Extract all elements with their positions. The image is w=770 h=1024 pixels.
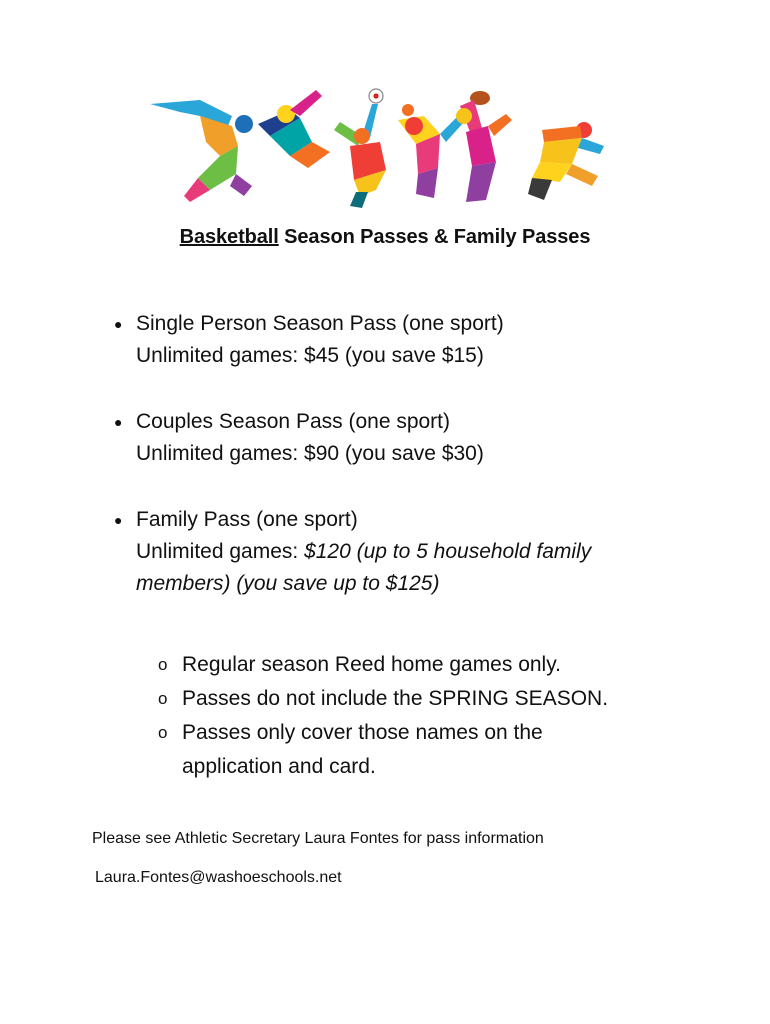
single-person-pass-item bbox=[112, 308, 672, 372]
sports-athletes-banner-icon bbox=[140, 86, 610, 212]
athlete-basketball-icon bbox=[334, 89, 386, 208]
family-pass-item bbox=[112, 504, 672, 600]
pass-price bbox=[136, 536, 672, 568]
couples-pass-item bbox=[112, 406, 672, 470]
pass-price: Unlimited games: $90 (you save $30) bbox=[136, 442, 484, 465]
circle-bullet-icon: o bbox=[158, 655, 168, 674]
note-item bbox=[158, 716, 628, 784]
circle-bullet-icon: o bbox=[158, 689, 168, 708]
circle-bullet-icon: o bbox=[158, 723, 168, 742]
athlete-running-icon bbox=[528, 122, 604, 200]
athlete-catching-icon bbox=[456, 91, 512, 202]
contact-email: Laura.Fontes@washoeschools.net bbox=[95, 869, 342, 886]
pass-price: Unlimited games: $45 (you save $15) bbox=[136, 344, 484, 367]
note-text: Regular season Reed home games only. bbox=[182, 653, 561, 676]
bullet-icon: ● bbox=[114, 414, 123, 430]
note-text: Passes only cover those names on the application and card. bbox=[182, 721, 543, 778]
pass-name: Single Person Season Pass (one sport) bbox=[136, 312, 504, 335]
pass-savings-italic: members) (you save up to $125) bbox=[136, 572, 440, 595]
contact-text: Please see Athletic Secretary Laura Fontes for pass information bbox=[92, 830, 544, 847]
page-title bbox=[0, 226, 770, 249]
pass-name: Couples Season Pass (one sport) bbox=[136, 410, 451, 433]
pass-price-italic: $120 (up to 5 household family bbox=[304, 540, 592, 563]
bullet-icon: ● bbox=[114, 316, 123, 332]
athlete-leaping-icon bbox=[150, 100, 253, 202]
pass-savings bbox=[136, 568, 672, 600]
bullet-icon: ● bbox=[114, 512, 123, 528]
pass-notes-list bbox=[158, 648, 628, 784]
pass-price-prefix: Unlimited games: bbox=[136, 540, 305, 563]
note-item bbox=[158, 648, 628, 682]
note-item bbox=[158, 682, 628, 716]
title-sport-word: Basketball bbox=[179, 226, 279, 248]
title-rest: Season Passes & Family Passes bbox=[278, 226, 591, 248]
note-text: Passes do not include the SPRING SEASON. bbox=[182, 687, 609, 710]
athlete-reaching-icon bbox=[258, 90, 330, 168]
athlete-swinging-icon bbox=[398, 104, 464, 198]
pass-name: Family Pass (one sport) bbox=[136, 508, 358, 531]
pass-options-list bbox=[112, 308, 672, 634]
